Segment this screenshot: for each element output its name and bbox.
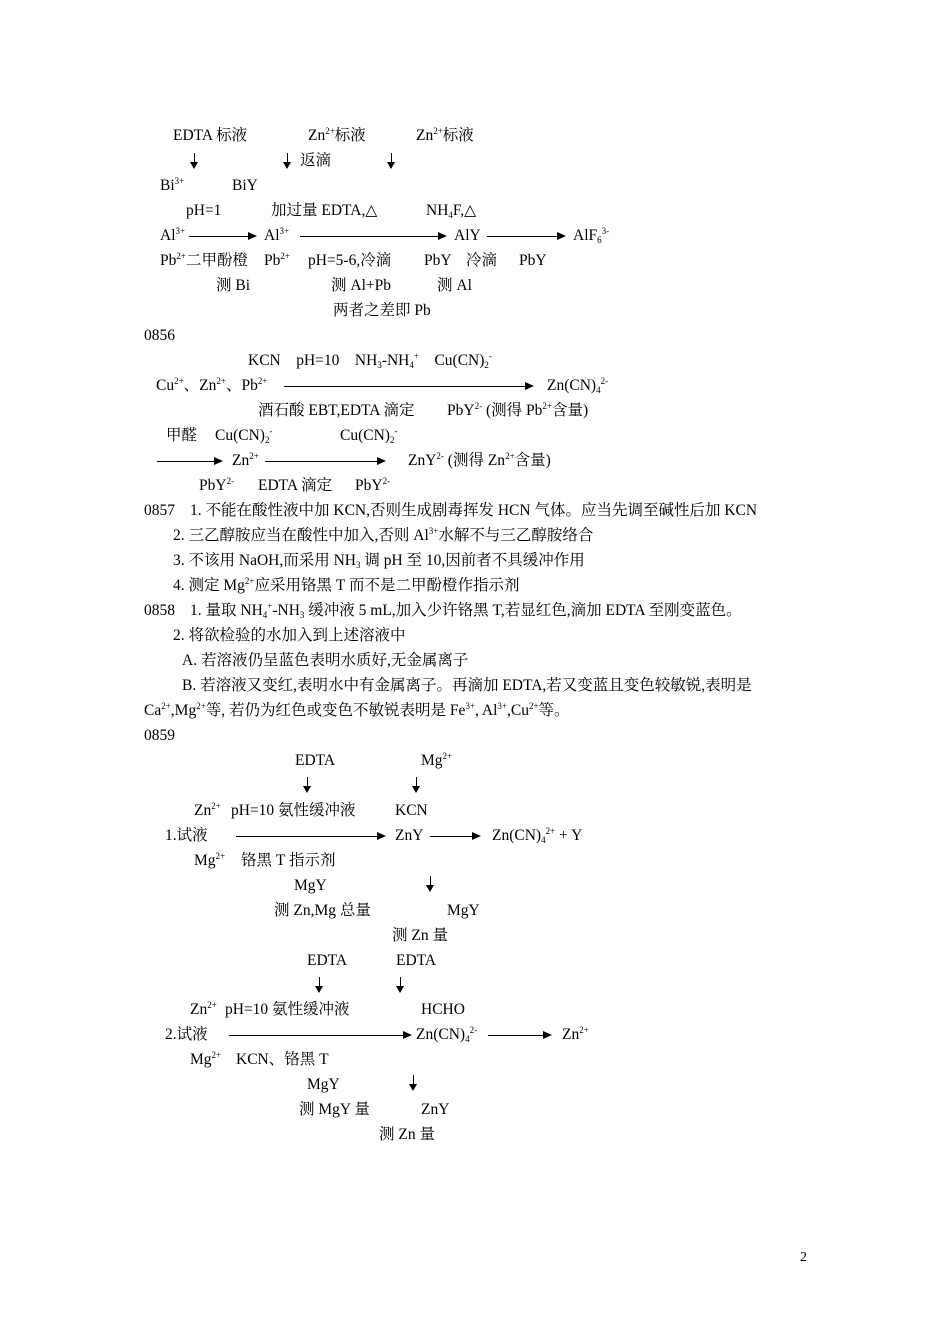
- ammonia-buffer: pH=10 氨性缓冲液: [225, 1001, 350, 1018]
- alf6-complex: AlF$_6^{3-}$: [573, 226, 610, 245]
- answer-item: A. 若溶液仍呈蓝色表明水质好,无金属离子: [182, 652, 469, 669]
- zncn4-product: $Zn(CN)_4^{2+} + Y$: [492, 826, 583, 845]
- biy-complex: BiY: [232, 177, 258, 194]
- edta-label: EDTA: [295, 752, 336, 769]
- down-arrow-icon: [387, 153, 395, 169]
- down-arrow-icon: [426, 876, 434, 892]
- answer-item: 3. 不该用 NaOH,而采用 $NH_3$ 调 pH 至 10,因前者不具缓冲作用: [173, 552, 585, 570]
- mg-ion: $Mg^{2+}$: [190, 1050, 222, 1068]
- right-arrow-icon: [284, 376, 534, 396]
- measure-al: 测 Al: [437, 277, 472, 294]
- answer-item: 1. 不能在酸性液中加 KCN,否则生成剧毒挥发 HCN 气体。应当先调至碱性后加 KCN: [190, 502, 758, 519]
- tartaric-ebt-edta: 酒石酸 EBT,EDTA 滴定: [258, 402, 415, 419]
- sample-label: 1.试液: [165, 827, 208, 844]
- mg-ion: $Mg^{2+}$: [421, 751, 453, 769]
- ph-condition: pH=1: [186, 202, 222, 219]
- formaldehyde-label: 甲醛: [166, 427, 198, 444]
- pby-complex: PbY$^{2-}$: [199, 476, 235, 494]
- right-arrow-icon: [236, 826, 386, 846]
- answer-item: 2. 三乙醇胺应当在酸性中加入,否则 $Al^{3+}$水解不与三乙醇胺络合: [173, 526, 594, 544]
- bi-ion: $Bi^{3+}$: [160, 176, 185, 194]
- question-number: 0859: [144, 727, 175, 744]
- reagents-line: KCN pH=10 $NH_3-NH_4^+$ $Cu(CN)_2^-$: [248, 351, 492, 370]
- mg-ion: $Mg^{2+}$: [194, 851, 226, 869]
- down-arrow-icon: [396, 977, 404, 993]
- zn-ion: $Zn^{2+}$: [194, 801, 221, 819]
- measure-zn: 测 Zn 量: [379, 1126, 435, 1143]
- zn-ion: $Zn^{2+}$: [562, 1025, 589, 1043]
- pby-complex: PbY$^{2-}$: [355, 476, 391, 494]
- pby-complex: PbY: [424, 252, 452, 269]
- ammonia-buffer: pH=10 氨性缓冲液: [231, 802, 356, 819]
- right-arrow-icon: [300, 226, 447, 246]
- down-arrow-icon: [190, 153, 198, 169]
- cucn2-label: $Cu(CN)_2^-$: [340, 426, 398, 445]
- down-arrow-icon: [283, 153, 291, 169]
- nh4f-condition: $NH_4F,\triangle$: [426, 202, 477, 220]
- kcn-ebt-label: KCN、铬黑 T: [236, 1051, 329, 1068]
- right-arrow-icon: [157, 451, 223, 471]
- add-edta-condition: 加过量 EDTA,△: [271, 202, 378, 219]
- zncn4-complex: $Zn(CN)_4^{2-}$: [416, 1025, 478, 1044]
- right-arrow-icon: [488, 1025, 552, 1045]
- zn-standard-label: $Zn^{2+}$标液: [308, 126, 366, 144]
- al-ion: $Al^{3+}$: [160, 226, 186, 244]
- question-number: 0857: [144, 502, 175, 519]
- al-ion: $Al^{3+}$: [264, 226, 290, 244]
- question-number: 0856: [144, 327, 175, 344]
- zn-ion: $Zn^{2+}$: [232, 451, 259, 469]
- answer-item: 1. 量取 $NH_4^+-NH_3$ 缓冲液 5 mL,加入少许铬黑 T,若显红色,滴加 EDTA 至刚变蓝色。: [190, 601, 742, 620]
- zncn4-complex: $Zn(CN)_4^{2-}$: [547, 376, 609, 395]
- hcho-label: HCHO: [421, 1001, 465, 1018]
- right-arrow-icon: [189, 226, 257, 246]
- back-titration-label: 返滴: [300, 152, 332, 169]
- down-arrow-icon: [412, 777, 420, 793]
- pb-ion: $Pb^{2+}$: [264, 251, 290, 269]
- question-number: 0858: [144, 602, 175, 619]
- ions-mixture: $Cu^{2+}$、$Zn^{2+}$、$Pb^{2+}$: [156, 376, 268, 394]
- measure-mgy: 测 MgY 量: [299, 1101, 370, 1118]
- answer-item: 2. 将欲检验的水加入到上述溶液中: [173, 627, 406, 644]
- page-number: 2: [800, 1250, 807, 1265]
- measure-bi: 测 Bi: [216, 277, 251, 294]
- pb-xylenol-orange: $Pb^{2+}$二甲酚橙: [160, 251, 248, 269]
- zn-ion: $Zn^{2+}$: [190, 1000, 217, 1018]
- down-arrow-icon: [303, 777, 311, 793]
- cold-titration-label: 冷滴: [466, 252, 498, 269]
- mgy-complex: MgY: [307, 1076, 340, 1093]
- mgy-complex: MgY: [294, 877, 327, 894]
- answer-item: 4. 测定 $Mg^{2+}$应采用铬黑 T 而不是二甲酚橙作指示剂: [173, 576, 520, 594]
- aly-complex: AlY: [454, 227, 481, 244]
- answer-item: $Ca^{2+},Mg^{2+}$等, 若仍为红色或变色不敏锐表明是 $Fe^{3+}$, $Al^{3+},Cu^{2+}$等。: [144, 701, 570, 719]
- pby-measure: PbY$^{2-}$ (测得 $Pb^{2+}$含量): [447, 401, 589, 419]
- kcn-label: KCN: [395, 802, 428, 819]
- sample-label: 2.试液: [165, 1026, 208, 1043]
- answer-item: B. 若溶液又变红,表明水中有金属离子。再滴加 EDTA,若又变蓝且变色较敏锐,表明是: [182, 677, 752, 694]
- ph-cold-titration: pH=5-6,冷滴: [308, 252, 392, 269]
- zny-measure: ZnY$^{2-}$ (测得 $Zn^{2+}$含量): [408, 451, 551, 469]
- down-arrow-icon: [409, 1075, 417, 1091]
- right-arrow-icon: [265, 451, 386, 471]
- right-arrow-icon: [229, 1025, 412, 1045]
- right-arrow-icon: [430, 826, 481, 846]
- measure-zn-mg-total: 测 Zn,Mg 总量: [274, 902, 371, 919]
- edta-label: EDTA: [396, 952, 437, 969]
- right-arrow-icon: [487, 226, 566, 246]
- difference-pb: 两者之差即 Pb: [333, 302, 431, 319]
- measure-al-pb: 测 Al+Pb: [331, 277, 391, 294]
- edta-standard-label: EDTA 标液: [173, 127, 248, 144]
- edta-label: EDTA: [307, 952, 348, 969]
- edta-titration-label: EDTA 滴定: [258, 477, 333, 494]
- ebt-indicator: 铬黑 T 指示剂: [241, 852, 336, 869]
- mgy-complex: MgY: [447, 902, 480, 919]
- measure-zn: 测 Zn 量: [392, 927, 448, 944]
- down-arrow-icon: [315, 977, 323, 993]
- pby-complex: PbY: [519, 252, 547, 269]
- zny-complex: ZnY: [421, 1101, 450, 1118]
- zny-complex: ZnY: [395, 827, 424, 844]
- zn-standard-label: $Zn^{2+}$标液: [416, 126, 474, 144]
- cucn2-label: $Cu(CN)_2^-$: [215, 426, 273, 445]
